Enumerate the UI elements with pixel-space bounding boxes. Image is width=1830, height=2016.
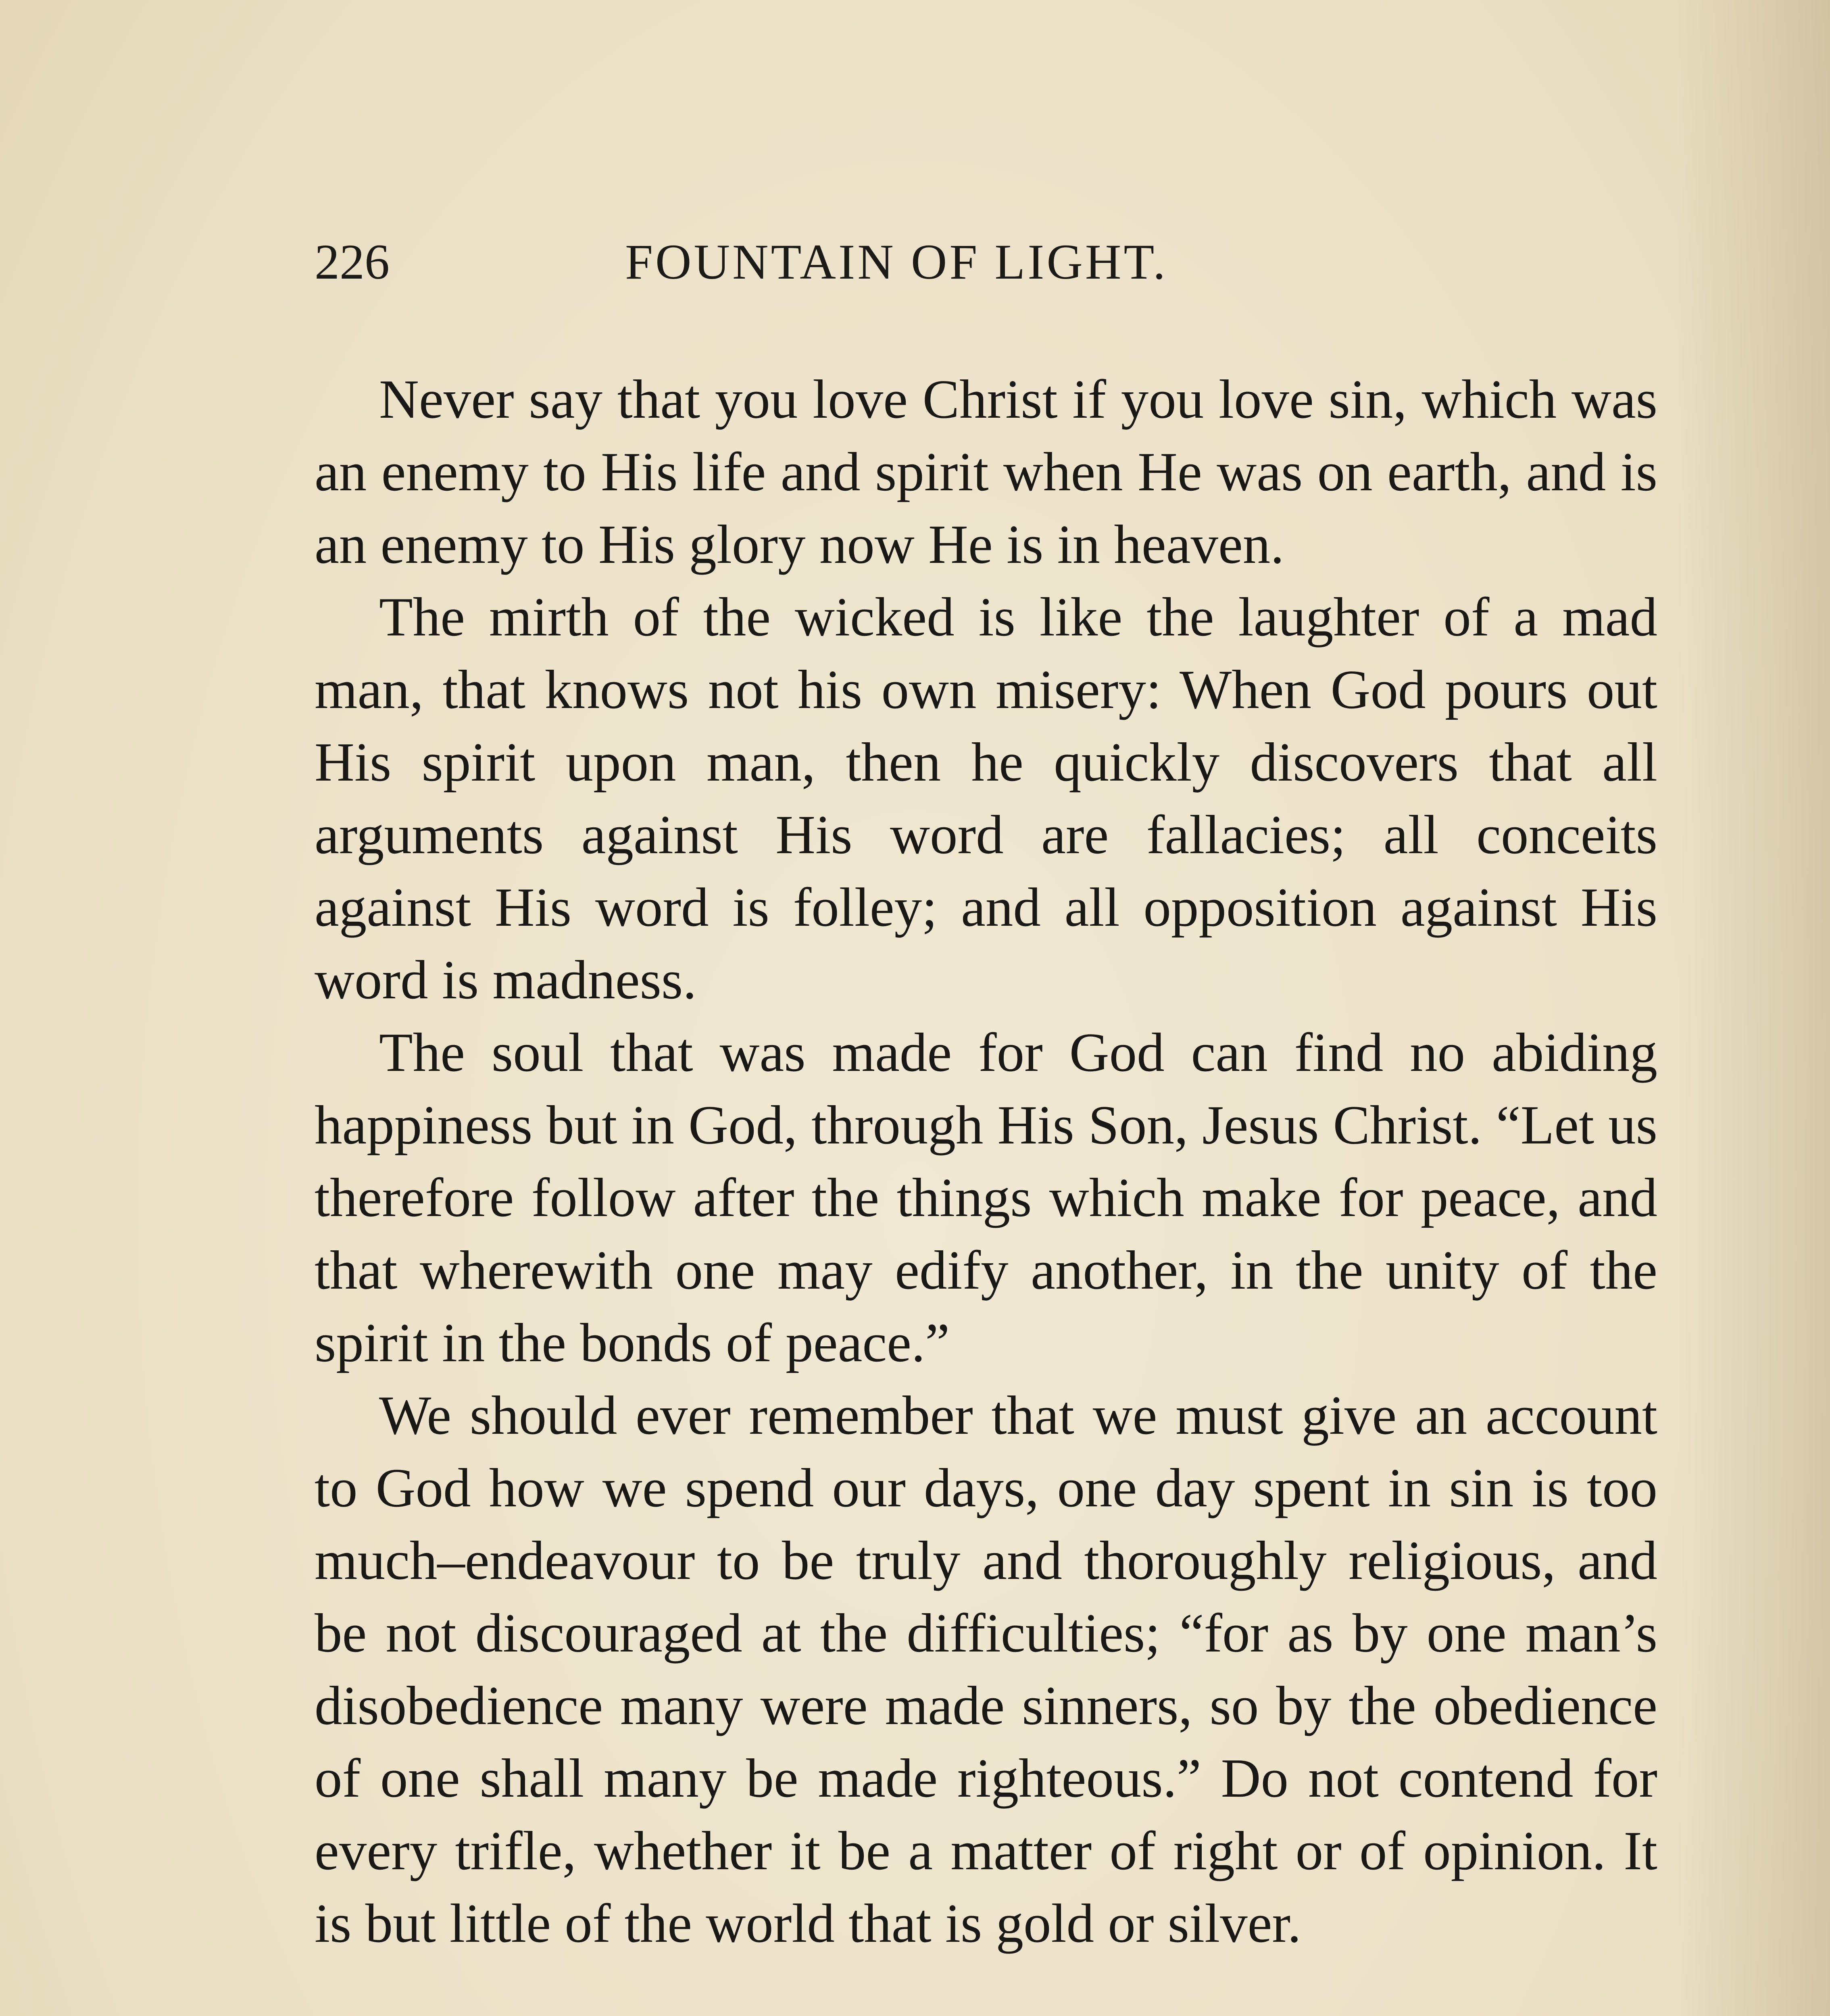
paragraph-2: The mirth of the wicked is like the laughter of a mad man, that knows not his own misery: When God pours out His spirit upon man, then he quickly discovers that all arguments against His word are fallacies; all conceits against His word is folley; and all opposition against His word is madness.	[315, 586, 1657, 1010]
paragraph-3: The soul that was made for God can find no abiding happiness but in God, through His Son, Jesus Christ. “Let us therefore follow after the things which make for peace, and that wherewith one may edify another, in the unity of the spirit in the bonds of peace.”	[315, 1022, 1657, 1373]
body-text	[315, 363, 1657, 1960]
page-number: 226	[315, 234, 390, 289]
page-header	[315, 226, 1657, 298]
paragraph-1: Never say that you love Christ if you love sin, which was an enemy to His life and spirit when He was on earth, and is an enemy to His glory now He is in heaven.	[315, 369, 1657, 575]
running-title: FOUNTAIN OF LIGHT.	[625, 234, 1168, 289]
paragraph-4: We should ever remember that we must give an account to God how we spend our days, one day spent in sin is too much–endeavour to be truly and thoroughly religious, and be not discouraged at the difficulties; “for as by one man’s disobedience many were made sinners, so by the obedience of one shall many be made righteous.” Do not contend for every trifle, whether it be a matter of right or of opinion. It is but little of the world that is gold or silver.	[315, 1385, 1657, 1954]
